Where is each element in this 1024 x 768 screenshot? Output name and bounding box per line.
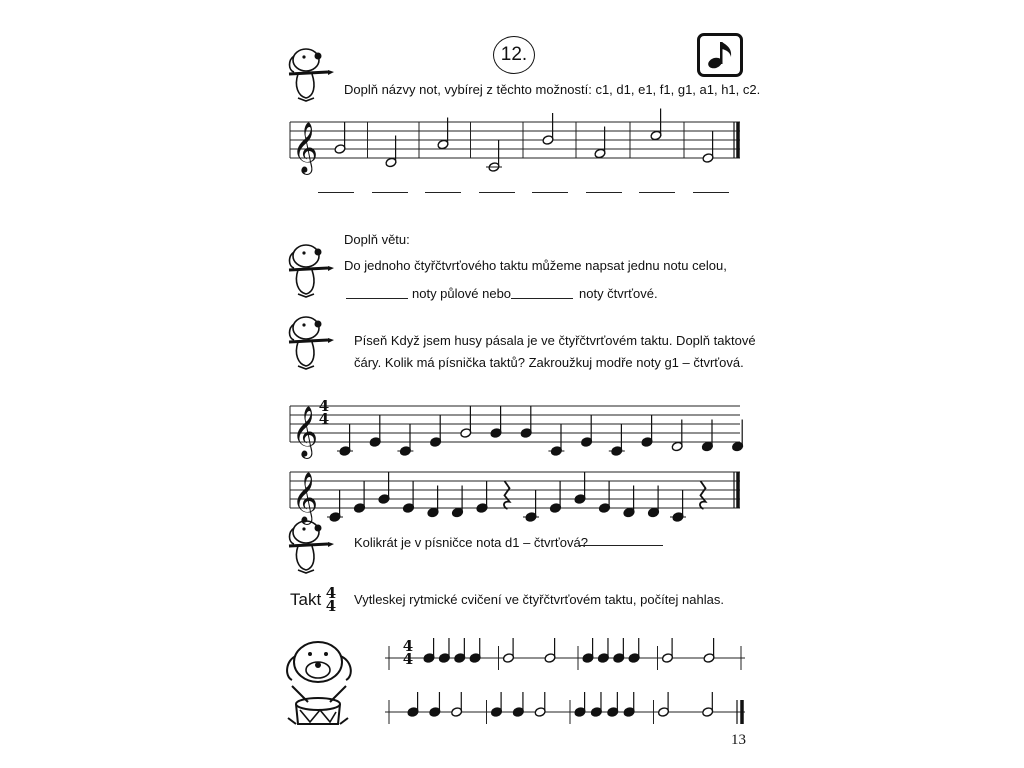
exercise5-instruction: Vytleskej rytmické cvičení ve čtyřčtvrťovém taktu, počítej nahlas.: [354, 592, 724, 607]
page-number: 13: [731, 732, 746, 748]
dog-mascot-icon: [284, 312, 334, 377]
time-signature-top: 4: [318, 397, 330, 415]
exercise3-line1: Píseň Když jsem husy pásala je ve čtyřčtvrťovém taktu. Doplň taktové: [354, 333, 756, 348]
dog-mascot-icon: [284, 240, 334, 305]
staff-exercise1: [290, 112, 740, 172]
time-signature-bottom: 4: [318, 410, 330, 428]
takt-time-bottom: 4: [325, 597, 337, 615]
exercise2-line1: Do jednoho čtyřčtvrťového taktu můžeme napsat jednu notu celou,: [344, 258, 727, 273]
takt-time-top: 4: [325, 584, 337, 602]
lesson-number: 12.: [493, 36, 535, 74]
staff-song-line2: [290, 462, 740, 522]
note-name-blank[interactable]: [639, 192, 675, 193]
rhythm-line-1: [385, 636, 745, 676]
staff-song-line1: [290, 396, 740, 456]
rhythm-line-2: [385, 690, 745, 730]
eighth-note-icon: [697, 33, 743, 77]
note-name-blank[interactable]: [318, 192, 354, 193]
dog-mascot-icon: [284, 516, 334, 581]
treble-clef-icon: 𝄞: [292, 472, 319, 523]
count-answer-blank[interactable]: [579, 545, 663, 546]
exercise4-question: Kolikrát je v písničce nota d1 – čtvrťová?: [354, 535, 588, 550]
takt-label: Takt: [290, 590, 322, 609]
note-name-blank[interactable]: [586, 192, 622, 193]
note-name-blank[interactable]: [479, 192, 515, 193]
treble-clef-icon: 𝄞: [292, 122, 319, 173]
exercise1-instruction: Doplň názvy not, vybírej z těchto možností: c1, d1, e1, f1, g1, a1, h1, c2.: [344, 82, 761, 97]
note-name-blank[interactable]: [372, 192, 408, 193]
treble-clef-icon: 𝄞: [292, 406, 319, 457]
dog-drummer-icon: [278, 632, 360, 735]
rhythm-time-top: 4: [402, 637, 414, 655]
exercise2-heading: Doplň větu:: [344, 232, 410, 247]
sentence-blank[interactable]: [346, 298, 408, 299]
exercise2-line2-mid: noty půlové nebo: [412, 286, 512, 301]
note-name-blank[interactable]: [425, 192, 461, 193]
dog-mascot-icon: [284, 44, 334, 109]
exercise3-line2: čáry. Kolik má písnička taktů? Zakroužkuj modře noty g1 – čtvrťová.: [354, 355, 744, 370]
sentence-blank[interactable]: [511, 298, 573, 299]
note-name-blank[interactable]: [532, 192, 568, 193]
quarter-rest: [504, 481, 510, 509]
exercise2-line2-end: noty čtvrťové.: [579, 286, 658, 301]
quarter-rest: [700, 481, 706, 509]
rhythm-time-bottom: 4: [402, 650, 414, 668]
note-name-blank[interactable]: [693, 192, 729, 193]
